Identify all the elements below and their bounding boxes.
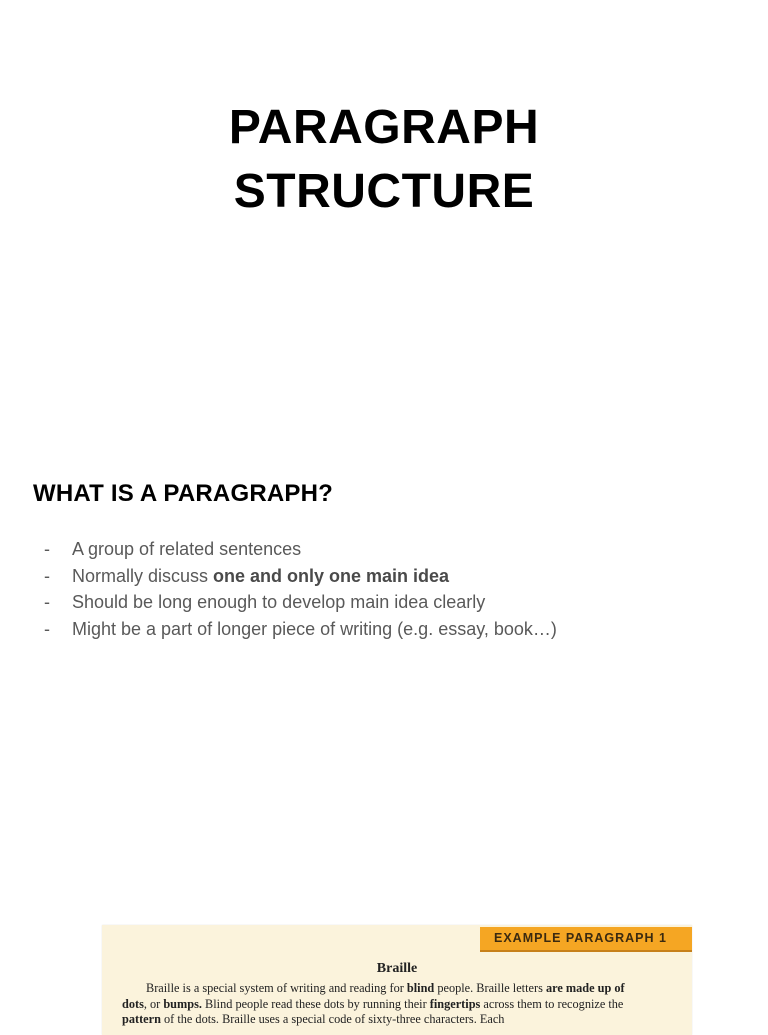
- example-text: of the dots. Braille uses a special code of sixty-three characters. Each: [160, 1012, 505, 1026]
- bullet-text: Should be long enough to develop main idea clearly: [72, 592, 486, 612]
- bullet-dash: -: [44, 618, 50, 639]
- example-text: Blind people read these dots by running their: [201, 996, 430, 1011]
- section-heading: WHAT IS A PARAGRAPH?: [33, 480, 333, 507]
- example-text: Braille is a special system of writing and reading for: [146, 981, 407, 995]
- example-bold-text: fingertips: [429, 996, 481, 1011]
- title-line-2: STRUCTURE: [233, 165, 535, 218]
- example-label-tag: [480, 927, 692, 952]
- example-label: EXAMPLE PARAGRAPH 1: [494, 931, 667, 945]
- bullet-list: [44, 536, 557, 642]
- bullet-dash: -: [44, 539, 50, 559]
- example-paragraph-image: [102, 925, 692, 1035]
- bullet-text: Might be a part of longer piece of writing (e.g. essay, book…): [72, 618, 557, 639]
- example-body: [122, 981, 642, 1028]
- example-text: people. Braille letters: [434, 981, 546, 995]
- example-bold-text: blind: [406, 981, 435, 995]
- bullet-text: Normally discuss: [72, 565, 214, 586]
- list-item: [44, 536, 557, 563]
- list-item: [44, 563, 557, 590]
- example-bold-text: are made up of dots: [122, 981, 625, 1011]
- example-bold-text: bumps.: [163, 996, 202, 1011]
- title-line-1: PARAGRAPH: [228, 101, 540, 154]
- example-text: across them to recognize the: [480, 996, 624, 1011]
- list-item: [44, 616, 557, 643]
- bullet-dash: -: [44, 592, 50, 612]
- list-item: [44, 589, 557, 616]
- bullet-text: A group of related sentences: [72, 539, 302, 559]
- example-text: , or: [143, 996, 164, 1011]
- example-title: Braille: [376, 961, 418, 976]
- bullet-emphasis: one and only one main idea: [213, 565, 450, 586]
- slide-title: [0, 96, 768, 224]
- example-bold-text: pattern: [122, 1012, 161, 1026]
- bullet-dash: -: [44, 565, 50, 586]
